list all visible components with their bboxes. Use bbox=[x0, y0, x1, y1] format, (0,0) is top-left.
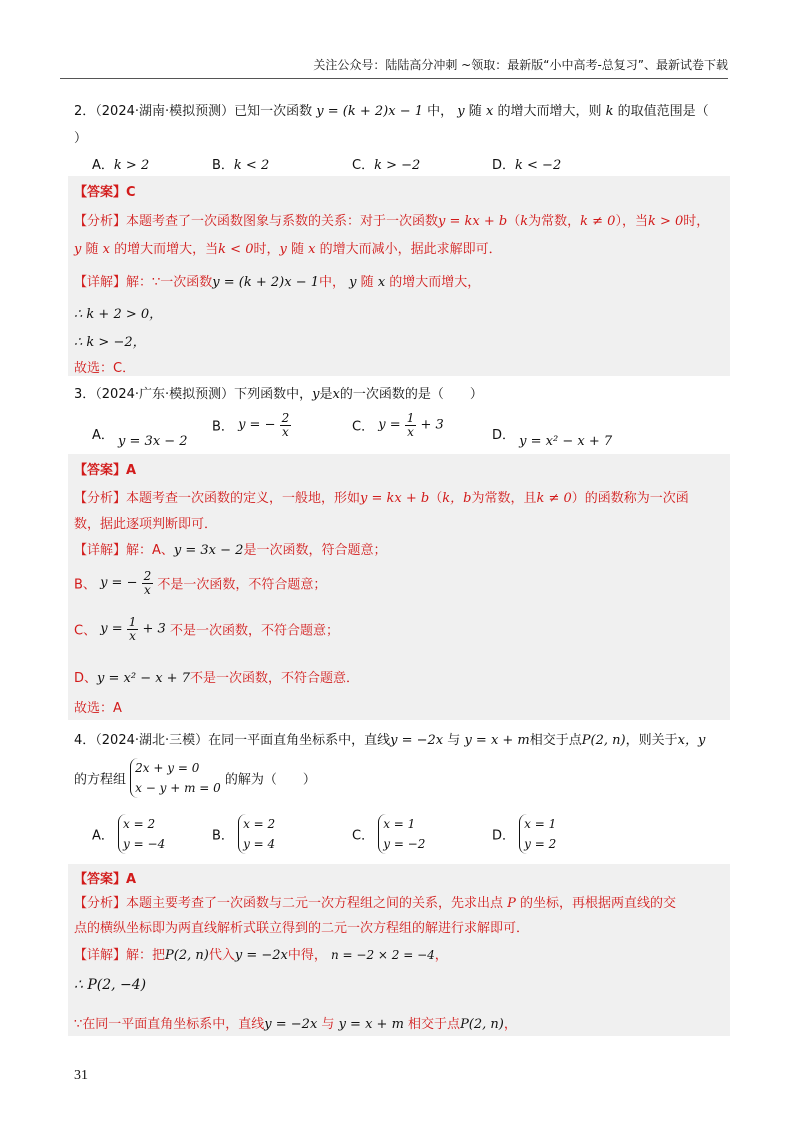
header-divider bbox=[60, 78, 728, 79]
text: 不是一次函数，不符合题意． bbox=[189, 671, 359, 686]
option-expr: y = x² − x + 7 bbox=[519, 434, 613, 449]
text: ， bbox=[434, 948, 448, 963]
text: 相交于点 bbox=[529, 733, 582, 748]
numerator: 1 bbox=[406, 411, 415, 425]
fraction bbox=[405, 412, 417, 438]
q3-analysis-line1 bbox=[74, 487, 689, 506]
equation: 2x + y = 0 bbox=[135, 761, 200, 775]
q3-number: 3． bbox=[74, 387, 96, 402]
q2-detail-line bbox=[74, 271, 480, 290]
text: 为常数， bbox=[528, 214, 581, 229]
option-expr: + 3 bbox=[420, 417, 444, 433]
denominator: x bbox=[405, 425, 417, 439]
text: ∵在同一平面直角坐标系中，直线 bbox=[74, 1017, 265, 1032]
text: 的增大而减小，据此求解即可． bbox=[319, 242, 502, 257]
text: C、 bbox=[74, 623, 97, 639]
q3-option-a[interactable] bbox=[92, 424, 188, 449]
text: （ bbox=[507, 214, 521, 229]
q3-detail-d bbox=[74, 667, 359, 686]
formula: n = −2 × 2 = −4 bbox=[331, 948, 435, 962]
formula: y = −2x bbox=[234, 948, 288, 963]
formula: y = 3x − 2 bbox=[173, 543, 244, 558]
formula: k < 0 bbox=[218, 242, 254, 257]
formula: y bbox=[349, 275, 357, 290]
equation: y = 2 bbox=[524, 837, 557, 851]
formula: k，b bbox=[442, 491, 472, 506]
option-label: C． bbox=[352, 419, 375, 435]
text: 的一次函数的是（ ） bbox=[339, 387, 483, 402]
q2-sui: 随 bbox=[468, 104, 482, 119]
formula: y = −2x bbox=[264, 1017, 318, 1032]
q2-close-paren: ） bbox=[74, 131, 88, 146]
equation-system bbox=[130, 758, 221, 798]
formula: x bbox=[332, 387, 340, 402]
q2-step1: ∴ k + 2 > 0， bbox=[74, 307, 163, 322]
q2-option-b[interactable] bbox=[212, 154, 269, 173]
option-expr: k < 2 bbox=[233, 158, 270, 173]
text: 【详解】解：∵一次函数 bbox=[74, 275, 213, 290]
text: 【分析】本题主要考查了一次函数与二元一次方程组之间的关系，先求出点 bbox=[74, 896, 504, 911]
formula: x bbox=[377, 275, 386, 290]
fraction bbox=[127, 616, 139, 642]
q4-stem-line1 bbox=[74, 729, 705, 748]
option-label: C． bbox=[352, 158, 375, 173]
option-expr: k > −2 bbox=[374, 158, 421, 173]
q4-option-a[interactable] bbox=[92, 814, 165, 854]
text: ， bbox=[503, 1017, 517, 1032]
text: ），当 bbox=[615, 214, 648, 229]
formula: + 3 bbox=[142, 621, 166, 637]
numerator: 2 bbox=[281, 411, 290, 425]
formula: y = x² − x + 7 bbox=[97, 671, 190, 686]
equation: x − y + m = 0 bbox=[135, 781, 221, 795]
q2-choice: 故选：C． bbox=[74, 361, 136, 376]
q4-final-line bbox=[74, 1013, 517, 1032]
formula: y = x + m bbox=[338, 1017, 404, 1032]
option-label: A． bbox=[92, 828, 114, 844]
formula: k bbox=[520, 214, 529, 229]
q3-analysis-line2: 数，据此逐项判断即可． bbox=[74, 517, 218, 532]
text: 是 bbox=[319, 387, 333, 402]
formula: P(2, n) bbox=[460, 1017, 504, 1032]
fraction bbox=[142, 570, 154, 596]
q4-analysis-line2: 点的横纵坐标即为两直线解析式联立得到的二元一次方程组的解进行求解即可． bbox=[74, 921, 530, 936]
q3-source: （2024·广东·模拟预测）下列函数中， bbox=[95, 387, 313, 402]
q2-source: （2024·湖南·模拟预测）已知一次函数 bbox=[95, 104, 313, 119]
text: 的增大而增大，当 bbox=[114, 242, 219, 257]
formula: P(2, n) bbox=[165, 948, 209, 963]
q3-option-c[interactable] bbox=[352, 412, 444, 438]
q2-x: x bbox=[485, 104, 494, 119]
q4-source: （2024·湖北·三模）在同一平面直角坐标系中，直线 bbox=[95, 733, 391, 748]
option-expr: y = − bbox=[238, 417, 276, 433]
option-system bbox=[378, 814, 425, 854]
formula: y = kx + b bbox=[438, 214, 508, 229]
q4-analysis-line1 bbox=[74, 892, 676, 911]
option-system bbox=[519, 814, 556, 854]
q2-y: y bbox=[457, 104, 465, 119]
formula: P bbox=[507, 896, 516, 911]
option-expr: y = bbox=[378, 417, 401, 433]
q2-number: 2． bbox=[74, 104, 96, 119]
q2-option-a[interactable] bbox=[92, 154, 149, 173]
q3-option-b[interactable] bbox=[212, 412, 291, 438]
text: 的解为（ ） bbox=[224, 772, 316, 788]
text: 的方程组 bbox=[74, 772, 127, 788]
q3-detail-c bbox=[74, 616, 339, 642]
q3-option-d[interactable] bbox=[492, 424, 613, 449]
text: 代入 bbox=[208, 948, 235, 963]
q3-detail-b bbox=[74, 570, 326, 596]
text: 为常数，且 bbox=[471, 491, 537, 506]
q3-choice: 故选：A bbox=[74, 701, 122, 716]
text: 时， bbox=[253, 242, 280, 257]
numerator: 2 bbox=[143, 569, 152, 583]
numerator: 1 bbox=[128, 615, 137, 629]
q4-option-d[interactable] bbox=[492, 814, 556, 854]
equation: y = −4 bbox=[123, 837, 166, 851]
q4-answer: 【答案】A bbox=[74, 872, 137, 887]
q3-stem bbox=[74, 383, 483, 402]
denominator: x bbox=[127, 629, 139, 643]
option-label: D． bbox=[492, 428, 516, 443]
option-label: B． bbox=[212, 828, 234, 844]
option-label: B． bbox=[212, 158, 234, 173]
formula: k ≠ 0 bbox=[580, 214, 616, 229]
q2-function: y = (k + 2)x − 1 bbox=[316, 104, 423, 119]
q2-stem-line1 bbox=[74, 100, 709, 119]
option-label: D． bbox=[492, 158, 516, 173]
equation: y = −2 bbox=[383, 837, 426, 851]
text: 不是一次函数，不符合题意； bbox=[169, 623, 339, 639]
formula: y = kx + b bbox=[360, 491, 430, 506]
text: 【详解】解：A、 bbox=[74, 543, 174, 558]
text: 不是一次函数，不符合题意； bbox=[157, 577, 327, 593]
equation: y = 4 bbox=[243, 837, 276, 851]
q3-detail-a bbox=[74, 539, 386, 558]
formula: y = x + m bbox=[464, 733, 530, 748]
formula: y = (k + 2)x − 1 bbox=[212, 275, 319, 290]
equation: x = 2 bbox=[123, 817, 156, 831]
q2-option-d[interactable] bbox=[492, 154, 561, 173]
q2-analysis-line2 bbox=[74, 238, 502, 257]
option-label: D． bbox=[492, 828, 516, 844]
page-number: 31 bbox=[74, 1068, 88, 1083]
q4-option-b[interactable] bbox=[212, 814, 275, 854]
formula: y bbox=[74, 242, 82, 257]
text: 【分析】本题考查了一次函数图象与系数的关系：对于一次函数 bbox=[74, 214, 439, 229]
q2-rest: 的增大而增大，则 bbox=[497, 104, 602, 119]
text: 【分析】本题考查一次函数的定义，一般地，形如 bbox=[74, 491, 361, 506]
option-expr: y = 3x − 2 bbox=[118, 434, 188, 449]
denominator: x bbox=[142, 583, 154, 597]
text: 【详解】解：把 bbox=[74, 948, 166, 963]
option-label: C． bbox=[352, 828, 375, 844]
q2-step2: ∴ k > −2， bbox=[74, 335, 146, 350]
q2-mid: 中， bbox=[427, 104, 454, 119]
q2-rest2: 的取值范围是（ bbox=[617, 104, 709, 119]
formula: x，y bbox=[677, 733, 706, 748]
option-expr: k < −2 bbox=[515, 158, 562, 173]
option-label: B． bbox=[212, 419, 234, 435]
text: 随 bbox=[290, 242, 304, 257]
text: 中， bbox=[319, 275, 346, 290]
q4-number: 4． bbox=[74, 733, 96, 748]
q4-option-c[interactable] bbox=[352, 814, 425, 854]
formula: P(2, n) bbox=[581, 733, 626, 748]
option-system bbox=[238, 814, 275, 854]
text: 相交于点 bbox=[408, 1017, 461, 1032]
text: 随 bbox=[360, 275, 374, 290]
formula: y = − bbox=[100, 575, 138, 591]
q2-k: k bbox=[605, 104, 614, 119]
equation: x = 1 bbox=[383, 817, 416, 831]
q4-step1: ∴ P(2, −4) bbox=[74, 977, 147, 993]
text: ，则关于 bbox=[625, 733, 678, 748]
formula: k > 0 bbox=[647, 214, 684, 229]
equation: x = 1 bbox=[524, 817, 557, 831]
equation: x = 2 bbox=[243, 817, 276, 831]
q3-answer: 【答案】A bbox=[74, 463, 137, 478]
formula: y bbox=[312, 387, 320, 402]
formula: x bbox=[102, 242, 110, 257]
text: D、 bbox=[74, 671, 98, 686]
q4-stem-line2 bbox=[74, 758, 316, 798]
text: 与 bbox=[321, 1017, 335, 1032]
text: ）的函数称为一次函 bbox=[571, 491, 689, 506]
text: 是一次函数，符合题意； bbox=[243, 543, 387, 558]
denominator: x bbox=[280, 425, 292, 439]
q4-detail-line bbox=[74, 944, 448, 963]
page-header: 关注公众号：陆陆高分冲刺 ~领取：最新版“小中高考-总复习”、最新试卷下载 bbox=[313, 58, 728, 72]
text: 的坐标，再根据两直线的交 bbox=[520, 896, 677, 911]
formula: y = bbox=[100, 621, 123, 637]
option-label: A． bbox=[92, 158, 114, 173]
text: 时， bbox=[683, 214, 710, 229]
fraction bbox=[280, 412, 292, 438]
option-label: A． bbox=[92, 428, 114, 443]
q2-analysis-line1 bbox=[74, 210, 709, 229]
formula: k ≠ 0 bbox=[536, 491, 572, 506]
text: 与 bbox=[447, 733, 461, 748]
text: （ bbox=[429, 491, 443, 506]
formula: y bbox=[279, 242, 287, 257]
formula: y = −2x bbox=[390, 733, 444, 748]
text: 随 bbox=[85, 242, 99, 257]
text: B、 bbox=[74, 577, 96, 593]
q2-option-c[interactable] bbox=[352, 154, 420, 173]
text: 中得， bbox=[287, 948, 327, 963]
q2-answer: 【答案】C bbox=[74, 185, 136, 200]
formula: x bbox=[308, 242, 316, 257]
option-system bbox=[118, 814, 165, 854]
option-expr: k > 2 bbox=[113, 158, 150, 173]
text: 的增大而增大， bbox=[389, 275, 481, 290]
